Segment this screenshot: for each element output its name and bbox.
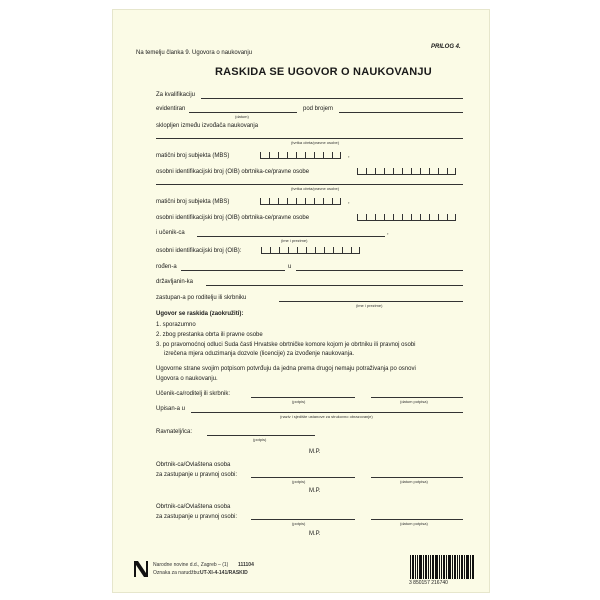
craftsman-2-label-2: za zastupanje u pravnoj osobi: xyxy=(156,514,238,520)
stamp-place-3: M.P. xyxy=(309,531,321,537)
mbs-1-boxes[interactable] xyxy=(260,152,341,159)
mbs-2-boxes[interactable] xyxy=(260,198,341,205)
craftsman-1-label-2: za zastupanje u pravnoj osobi: xyxy=(156,472,238,478)
publisher-text: Narodne novine d.d., Zagreb – (1) xyxy=(153,562,229,568)
stamp-place-2: M.P. xyxy=(309,488,321,494)
page-title: RASKIDA SE UGOVOR O NAUKOVANJU xyxy=(215,66,432,78)
student-name-field[interactable] xyxy=(197,236,385,237)
company-1-caption: (tvrtka obrta/pravne osobe) xyxy=(291,140,340,145)
oib-2-boxes[interactable] xyxy=(357,214,456,221)
craftsman-1-date-field[interactable] xyxy=(371,477,463,478)
principal-signature-field[interactable] xyxy=(207,435,315,436)
craftsman-1-label: Obrtnik-ca/Ovlaštena osoba xyxy=(156,462,231,468)
citizen-label: državljanin-ka xyxy=(156,279,194,285)
company-1-field[interactable] xyxy=(156,138,463,139)
guardian-caption: (ime i prezime) xyxy=(356,303,383,308)
reason-1[interactable]: 1. sporazumno xyxy=(156,322,196,328)
barcode-icon xyxy=(410,555,475,579)
company-2-caption: (tvrtka obrta/pravne osobe) xyxy=(291,186,340,191)
oib-2-label: osobni identifikacijski broj (OIB) obrtnika-ce/pravne osobe xyxy=(156,215,310,221)
concluded-label: sklopljen između izvođača naukovanja xyxy=(156,123,259,129)
company-2-field[interactable] xyxy=(156,184,463,185)
qualification-field[interactable] xyxy=(201,98,463,99)
under-number-label: pod brojem xyxy=(303,106,334,112)
registered-label: evidentiran xyxy=(156,106,186,112)
registration-number-field[interactable] xyxy=(339,112,463,113)
confirm-text-1: Ugovorne strane svojim potpisom potvrđuju da jedna prema drugoj nemaju potraživanja po osnovi xyxy=(156,366,416,372)
order-code: UT-XI-4-141/RASKID xyxy=(200,570,248,576)
mbs-2-label: matični broj subjekta (MBS) xyxy=(156,199,230,205)
qualification-label: Za kvalifikaciju xyxy=(156,92,196,98)
oib-1-label: osobni identifikacijski broj (OIB) obrtnika-ce/pravne osobe xyxy=(156,169,310,175)
enrolled-label: Upisan-a u xyxy=(156,406,186,412)
reasons-heading: Ugovor se raskida (zaokružiti): xyxy=(156,311,244,317)
reason-3-cont: izrečena mjera oduzimanja dozvole (licencije) za izvođenje naukovanja. xyxy=(164,351,355,357)
reason-3[interactable]: 3. po pravomoćnoj odluci Suda časti Hrvatske obrtničke komore kojom je obrtniku ili pravnoj osobi xyxy=(156,342,416,348)
barcode-number: 3 850157 216740 xyxy=(409,580,448,586)
registered-date-field[interactable] xyxy=(189,112,297,113)
form-page: Na temelju članka 9. Ugovora o naukovanju PRILOG 4. RASKIDA SE UGOVOR O NAUKOVANJU Za kvalifikaciju evidentiran (datum) pod brojem sklopljen između izvođača naukovanja (tvrtka obrta/pravne osobe) matični broj subjekta (MBS) , osobni identifikacijski broj (OIB) obrtnika-ce/pravne osobe (tvrtka obrta/pravne osobe) matični broj subjekta (MBS) , osobni identifikacijski broj (OIB) obrtnika-ce/pravne osobe i učenik-ca , (ime i prezime) osobni identifikacijski broj (OIB): rođen-a u državljanin-ka zastupan-a po roditelju ili skrbniku (ime i prezime) Ugovor se raskida (zaokružiti): 1. sporazumno 2. zbog prestanka obrta ili pravne osobe 3. po pravomoćnoj odluci Suda časti Hrvatske obrtničke komore kojom je obrtniku ili pravnoj osobi izrečena mjera oduzimanja dozvole (licencije) za izvođenje naukovanja. Ugovorne strane svojim potpisom potvrđuju da jedna prema drugoj nemaju potraživanja po osnovi Ugovora o naukovanju. Učenik-ca/roditelj ili skrbnik: (potpis) (datum potpisa) Upisan-a u (naziv i sjedište ustanove za strukovno obrazovanje) Ravnatelj/ica: (potpis) M.P. Obrtnik-ca/Ovlaštena osoba za zastupanje u pravnoj osobi: (potpis) (datum potpisa) M.P. Obrtnik-ca/Ovlaštena osoba za zastupanje u pravnoj osobi: (potpis) (datum potpisa) M.P. Narodne novine d.d., Zagreb – (1) Oznaka za narudžbu: UT-XI-4-141/RASKID 111104 3 850157 216740 xyxy=(113,10,489,592)
birth-place-field[interactable] xyxy=(296,270,463,271)
oib-student-boxes[interactable] xyxy=(261,247,360,254)
in-label: u xyxy=(288,264,292,270)
date-caption: (datum) xyxy=(235,114,249,119)
student-parent-label: Učenik-ca/roditelj ili skrbnik: xyxy=(156,391,231,397)
school-caption: (naziv i sjedište ustanove za strukovno obrazovanje) xyxy=(280,414,373,419)
student-label: i učenik-ca xyxy=(156,230,185,236)
craftsman-1-signature-field[interactable] xyxy=(251,477,355,478)
craftsman-2-label: Obrtnik-ca/Ovlaštena osoba xyxy=(156,504,231,510)
principal-label: Ravnatelj/ica: xyxy=(156,429,193,435)
annex-label: PRILOG 4. xyxy=(431,44,461,50)
guardian-field[interactable] xyxy=(279,301,463,302)
reason-2[interactable]: 2. zbog prestanka obrta ili pravne osobe xyxy=(156,332,263,338)
name-caption: (ime i prezime) xyxy=(281,238,308,243)
form-number: 111104 xyxy=(238,562,254,568)
born-label: rođen-a xyxy=(156,264,177,270)
oib-1-boxes[interactable] xyxy=(357,168,456,175)
confirm-text-2: Ugovora o naukovanju. xyxy=(156,376,218,382)
citizenship-field[interactable] xyxy=(206,285,463,286)
publisher-logo-icon xyxy=(133,560,149,578)
mbs-1-label: matični broj subjekta (MBS) xyxy=(156,153,230,159)
represented-label: zastupan-a po roditelju ili skrbniku xyxy=(156,295,247,301)
birth-date-field[interactable] xyxy=(181,270,285,271)
legal-basis: Na temelju članka 9. Ugovora o naukovanju xyxy=(136,50,253,56)
craftsman-2-signature-field[interactable] xyxy=(251,519,355,520)
school-field[interactable] xyxy=(191,412,463,413)
oib-student-label: osobni identifikacijski broj (OIB): xyxy=(156,248,242,254)
craftsman-2-date-field[interactable] xyxy=(371,519,463,520)
student-sig-date-field[interactable] xyxy=(371,397,463,398)
stamp-place-1: M.P. xyxy=(309,449,321,455)
order-label: Oznaka za narudžbu: xyxy=(153,570,201,576)
student-signature-field[interactable] xyxy=(251,397,355,398)
